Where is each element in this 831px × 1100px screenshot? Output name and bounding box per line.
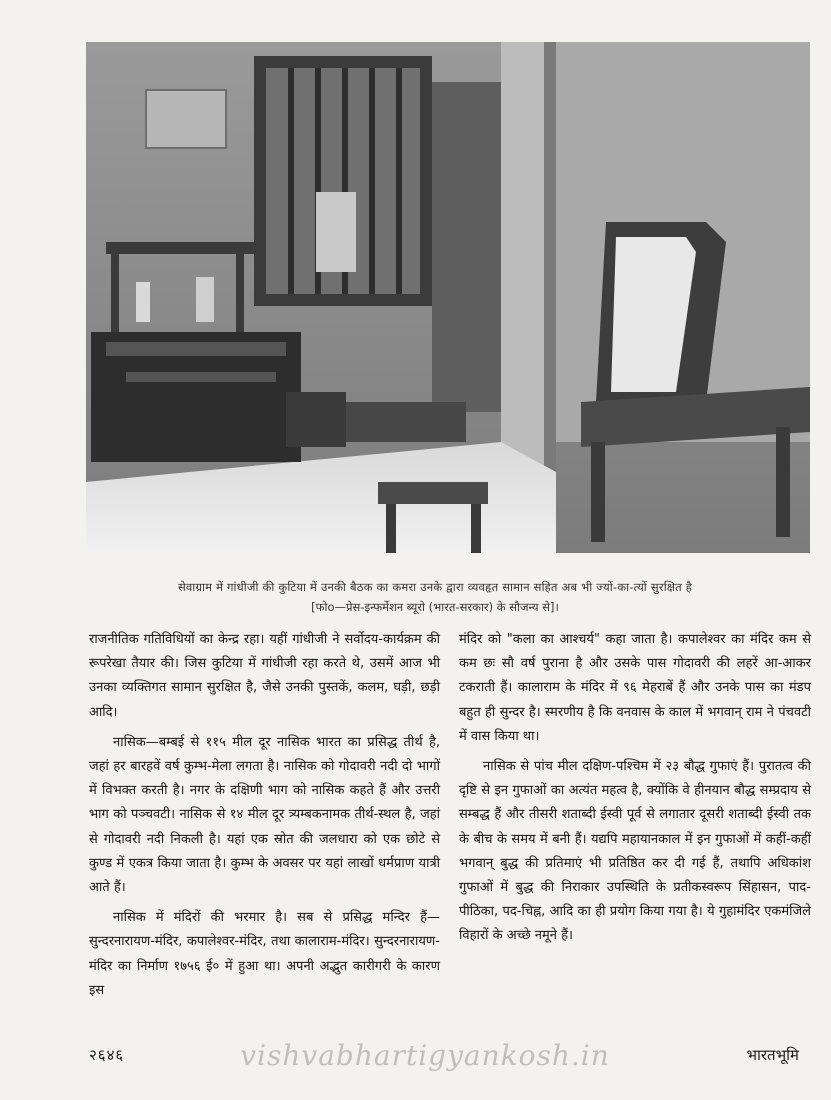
paragraph: नासिक से पांच मील दक्षिण-पश्चिम में २३ बौद्ध गुफाएं हैं। पुरातत्व की दृष्टि से इन गुफाओं का अत्यंत महत्व है, क्योंकि वे हीनयान बौद्ध सम्प्रदाय से सम्बद्ध हैं और तीसरी शताब्दी ईस्वी पूर्व से लगातार दूसरी शताब्दी ईस्वी तक के बीच के समय में बनी हैं। यद्यपि महायानकाल में इन गुफाओं में कहीं-कहीं भगवान् बुद्ध की प्रतिमाएं भी प्रतिष्ठित कर दी गई हैं, तथापि अधिकांश गुफाओं में बुद्ध की निराकार उपस्थिति के प्रतीकस्वरूप सिंहासन, पाद-पीठिका, पद-चिह्न, आदि का ही प्रयोग किया गया है। ये गुहामंदिर एकमंजिले विहारों के अच्छे नमूने हैं। bbox=[459, 759, 811, 944]
left-column bbox=[89, 628, 440, 1009]
watermark: vishvabhartigyankosh.in bbox=[240, 1039, 610, 1072]
paragraph: नासिक—बम्बई से ११५ मील दूर नासिक भारत का प्रसिद्ध तीर्थ है, जहां हर बारहवें वर्ष कुम्भ-मेला लगता है। नासिक को गोदावरी नदी दो भागों में विभक्त करती है। नगर के दक्षिणी भाग को नासिक कहते हैं और उत्तरी भाग को पञ्चवटी। नासिक से १४ मील दूर त्र्यम्बकनामक तीर्थ-स्थल है, जहां से गोदावरी नदी निकली है। यहां एक स्रोत की जलधारा को एक छोटे से कुण्ड में एकत्र किया जाता है। कुम्भ के अवसर पर यहां लाखों धर्मप्राण यात्री आते हैं। bbox=[89, 734, 440, 896]
journal-name: भारतभूमि bbox=[746, 1046, 799, 1064]
paragraph: मंदिर को "कला का आश्चर्य" कहा जाता है। कपालेश्वर का मंदिर कम से कम छः सौ वर्ष पुराना है और उसके पास गोदावरी की लहरें आ-आकर टकराती हैं। कालाराम के मंदिर में ९६ मेहराबें हैं और उनके पास का मंडप बहुत ही सुन्दर है। स्मरणीय है कि वनवास के काल में भगवान् राम ने पंचवटी में वास किया था। bbox=[459, 632, 811, 744]
paragraph: राजनीतिक गतिविधियों का केन्द्र रहा। यहीं गांधीजी ने सर्वोदय-कार्यक्रम की रूपरेखा तैयार की। जिस कुटिया में गांधीजी रहा करते थे, उसमें आज भी उनका व्यक्तिगत सामान सुरक्षित है, जैसे उनकी पुस्तकें, कलम, घड़ी, छड़ी आदि। bbox=[89, 632, 440, 720]
room-photograph bbox=[86, 42, 810, 553]
page-number: २६४६ bbox=[89, 1046, 125, 1064]
caption-line-1: सेवाग्राम में गांधीजी की कुटिया में उनकी बैठक का कमरा उनके द्वारा व्यवहृत सामान सहित अब भी ज्यों-का-त्यों सुरक्षित है bbox=[177, 580, 693, 594]
photo-caption bbox=[40, 577, 830, 617]
paragraph: नासिक में मंदिरों की भरमार है। सब से प्रसिद्ध मन्दिर हैं—सुन्दरनारायण-मंदिर, कपालेश्वर-मंदिर, तथा कालाराम-मंदिर। सुन्दरनारायण-मंदिर का निर्माण १७५६ ई० में हुआ था। अपनी अद्भुत कारीगरी के कारण इस bbox=[89, 910, 440, 998]
caption-line-2: [फोo—प्रेस-इन्फर्मेशन ब्यूरो (भारत-सरकार) के सौजन्य से]। bbox=[311, 600, 559, 614]
page-footer bbox=[0, 1039, 831, 1075]
room-photo-icon bbox=[86, 42, 810, 553]
right-column bbox=[459, 628, 811, 955]
